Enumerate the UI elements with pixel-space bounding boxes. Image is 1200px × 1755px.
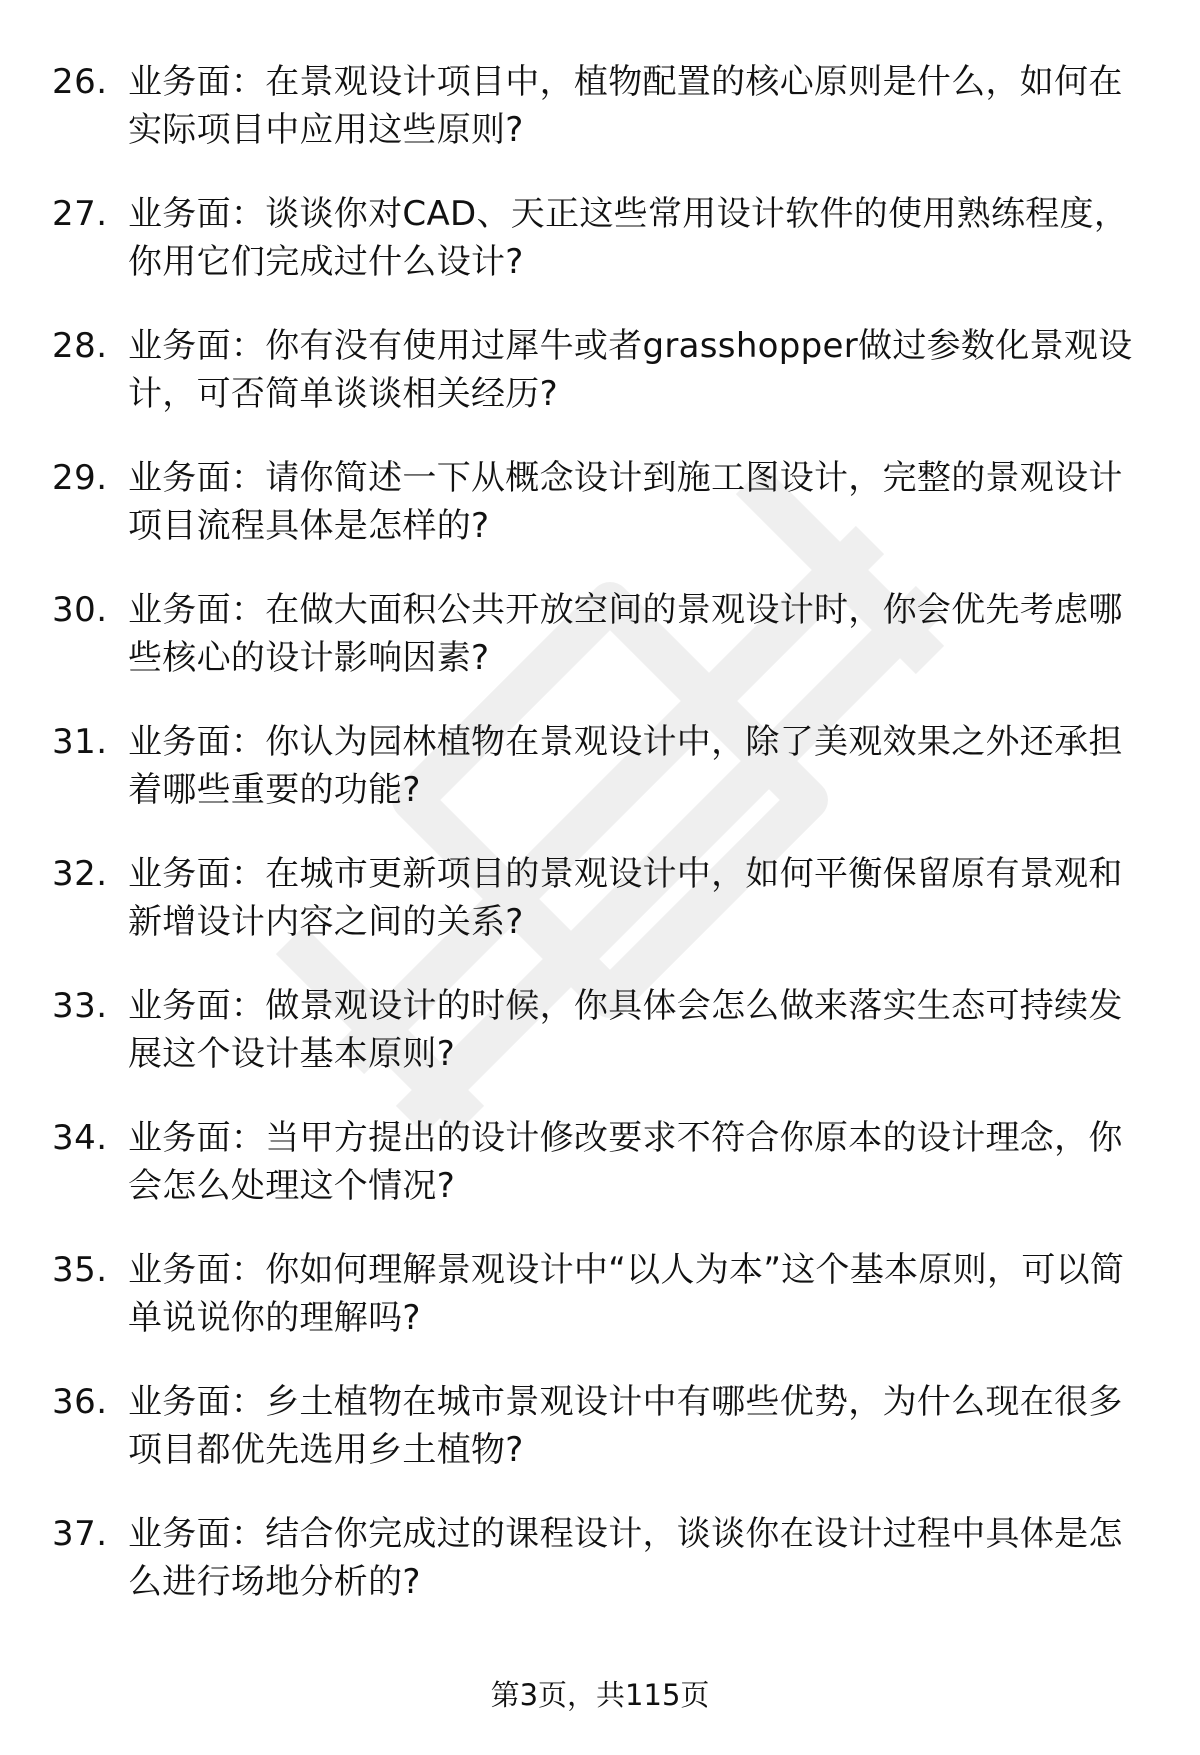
question-number: 30. [52, 590, 108, 630]
question-item [0, 1246, 1200, 1378]
question-item [0, 1510, 1200, 1642]
question-item [0, 850, 1200, 982]
question-text: 业务面：你认为园林植物在景观设计中，除了美观效果之外还承担着哪些重要的功能? [128, 722, 1123, 810]
page-footer: 第3页，共115页 [490, 1678, 710, 1712]
question-number: 26. [52, 62, 108, 102]
question-item [0, 1114, 1200, 1246]
question-item [0, 718, 1200, 850]
question-number: 33. [52, 986, 108, 1026]
question-number: 35. [52, 1250, 108, 1290]
question-text: 业务面：在城市更新项目的景观设计中，如何平衡保留原有景观和新增设计内容之间的关系? [128, 854, 1123, 942]
question-item [0, 454, 1200, 586]
question-text: 业务面：在做大面积公共开放空间的景观设计时，你会优先考虑哪些核心的设计影响因素? [128, 590, 1123, 678]
question-text: 业务面：当甲方提出的设计修改要求不符合你原本的设计理念，你会怎么处理这个情况? [128, 1118, 1123, 1206]
question-text: 业务面：做景观设计的时候，你具体会怎么做来落实生态可持续发展这个设计基本原则? [128, 986, 1123, 1074]
question-number: 36. [52, 1382, 108, 1422]
question-text: 业务面：结合你完成过的课程设计，谈谈你在设计过程中具体是怎么进行场地分析的? [128, 1514, 1123, 1602]
question-text: 业务面：在景观设计项目中，植物配置的核心原则是什么，如何在实际项目中应用这些原则? [128, 62, 1123, 150]
question-text: 业务面：谈谈你对CAD、天正这些常用设计软件的使用熟练程度，你用它们完成过什么设计? [128, 194, 1129, 282]
question-number: 32. [52, 854, 108, 894]
question-number: 27. [52, 194, 108, 234]
question-number: 29. [52, 458, 108, 498]
question-text: 业务面：请你简述一下从概念设计到施工图设计，完整的景观设计项目流程具体是怎样的? [128, 458, 1123, 546]
question-item [0, 1378, 1200, 1510]
question-number: 34. [52, 1118, 108, 1158]
question-item [0, 58, 1200, 190]
question-number: 31. [52, 722, 108, 762]
question-item [0, 586, 1200, 718]
question-text: 业务面：乡土植物在城市景观设计中有哪些优势，为什么现在很多项目都优先选用乡土植物? [128, 1382, 1123, 1470]
question-number: 37. [52, 1514, 108, 1554]
question-text: 业务面：你有没有使用过犀牛或者grasshopper做过参数化景观设计，可否简单谈谈相关经历? [128, 326, 1133, 414]
question-item [0, 190, 1200, 322]
question-list [0, 58, 1200, 1642]
question-text: 业务面：你如何理解景观设计中“以人为本”这个基本原则，可以简单说说你的理解吗? [128, 1250, 1125, 1338]
question-item [0, 982, 1200, 1114]
question-item [0, 322, 1200, 454]
question-number: 28. [52, 326, 108, 366]
